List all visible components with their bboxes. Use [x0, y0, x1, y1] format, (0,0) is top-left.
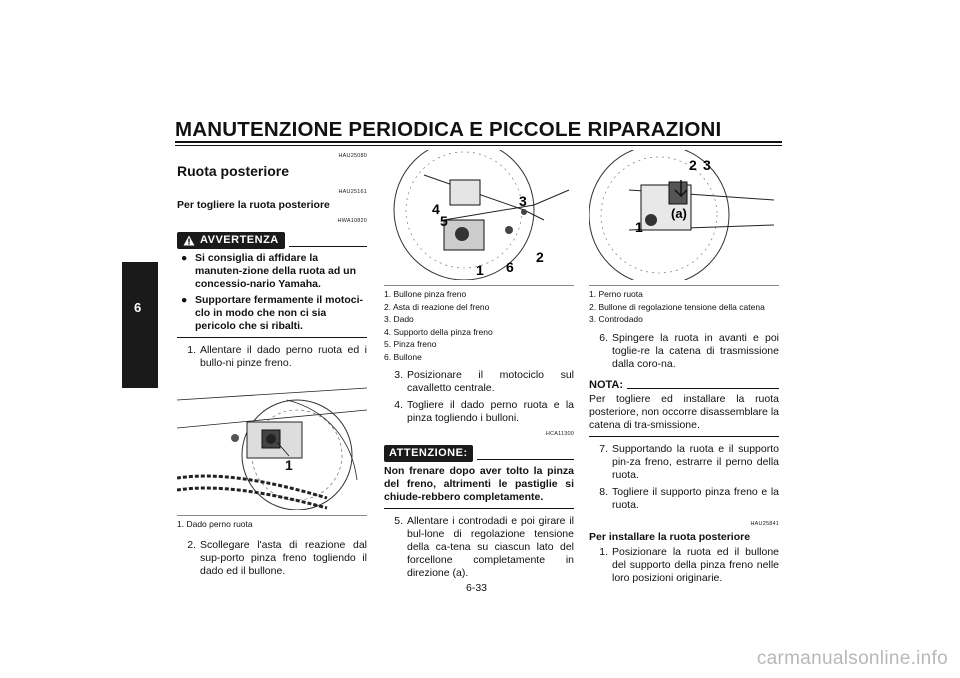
rear-axle-nut-figure [177, 380, 367, 510]
fig-callout: 4 [432, 201, 440, 217]
chapter-tab [122, 262, 158, 388]
figure-caption: 1. Perno ruota [589, 289, 643, 299]
step-item: 3. Posizionare il motociclo sul cavalletto centrale. [394, 369, 574, 394]
warning-text: AVVERTENZA [200, 234, 279, 246]
fig-callout: 3 [519, 193, 527, 209]
title-rule-thin [175, 145, 782, 146]
figure-caption: 2. Asta di reazione del freno [384, 301, 490, 312]
fig-callout: 6 [506, 259, 514, 275]
figure-caption: 5. Pinza freno [384, 339, 437, 349]
ref-code: HAU25841 [750, 520, 779, 527]
step-item: 6. Spingere la ruota in avanti e poi toglie-re la catena di trasmissione dalla coro-na. [599, 331, 779, 370]
step-item: 4. Togliere il dado perno ruota e la pinza togliendo i bulloni. [394, 399, 574, 424]
figure-caption: 3. Dado [384, 314, 414, 324]
ref-code: HCA11300 [545, 431, 574, 437]
page-title: MANUTENZIONE PERIODICA E PICCOLE RIPARAZIONI [175, 118, 722, 141]
step-item: 1. Allentare il dado perno ruota ed i bullo-ni pinze freno. [187, 344, 367, 369]
subsection-title: Per installare la ruota posteriore [589, 530, 751, 543]
column-2 [384, 150, 574, 580]
step-item: 8. Togliere il supporto pinza freno e la ruota. [599, 485, 779, 511]
step-item: 5. Allentare i controdadi e poi girare il bul-lone di regolazione tensione della ca-tena su ciascun lato del forcellone completamente in direzione (a). [394, 515, 574, 579]
caution-label: ATTENZIONE: [384, 445, 473, 462]
fig-callout: 1 [476, 262, 484, 278]
note-end-rule [589, 436, 779, 437]
note-label: NOTA: [589, 378, 624, 391]
warning-triangle-icon [183, 235, 195, 246]
fig-callout: 3 [703, 157, 711, 173]
brake-caliper-figure [384, 150, 574, 280]
subsection-title: Per togliere la ruota posteriore [177, 199, 330, 211]
figure-caption: 1. Dado perno ruota [177, 519, 253, 529]
warning-item: ● Supportare fermamente il motoci-clo in modo che non ci sia pericolo che si ribalti. [177, 294, 367, 333]
watermark: carmanualsonline.info [756, 648, 948, 669]
caution-header [384, 445, 574, 462]
figure-caption: 3. Controdado [589, 314, 643, 324]
caution-text: Non frenare dopo aver tolto la pinza del freno, altrimenti le pastiglie si chiude-rebbero completamente. [384, 465, 574, 503]
ref-code: HAU25161 [338, 189, 367, 195]
column-3 [589, 150, 779, 585]
warning-header [177, 232, 367, 249]
ref-code: HAU25080 [338, 153, 367, 159]
warning-item: ● Si consiglia di affidare la manuten-zione della ruota ad un concessio-nario Yamaha. [177, 252, 367, 291]
section-title: Ruota posteriore [177, 163, 290, 179]
warning-end-rule [177, 337, 367, 338]
figure-caption: 2. Bullone di regolazione tensione della catena [589, 301, 765, 312]
chain-adjuster-figure [589, 150, 779, 280]
note-header [589, 379, 779, 392]
note-text: Per togliere ed installare la ruota posteriore, non occorre disassemblare la catena di tra-smissione. [589, 392, 779, 431]
fig-callout: 1 [285, 457, 293, 473]
figure-caption: 6. Bullone [384, 351, 422, 362]
step-item: 1. Posizionare la ruota ed il bullone del supporto della pinza freno nelle loro posizioni originarie. [599, 545, 779, 584]
warning-label [177, 232, 285, 249]
bullet-icon: ● [181, 252, 188, 264]
fig-callout: 1 [635, 219, 643, 235]
figure-caption: 4. Supporto della pinza freno [384, 326, 493, 337]
figure-caption: 1. Bullone pinza freno [384, 289, 467, 299]
ref-code: HWA10820 [337, 218, 367, 224]
fig-callout: 5 [440, 213, 448, 229]
step-item: 7. Supportando la ruota e il supporto pin-za freno, estrarre il perno della ruota. [599, 442, 779, 481]
step-item: 2. Scollegare l'asta di reazione dal sup-porto pinza freno togliendo il dado ed il bullone. [187, 538, 367, 577]
chapter-number: 6 [134, 300, 142, 315]
fig-callout: (a) [671, 206, 687, 221]
caution-end-rule [384, 508, 574, 509]
fig-callout: 2 [536, 249, 544, 265]
title-rule [175, 141, 782, 143]
column-1 [177, 150, 367, 578]
page-number: 6-33 [466, 582, 488, 594]
fig-callout: 2 [689, 157, 697, 173]
bullet-icon: ● [181, 294, 188, 306]
